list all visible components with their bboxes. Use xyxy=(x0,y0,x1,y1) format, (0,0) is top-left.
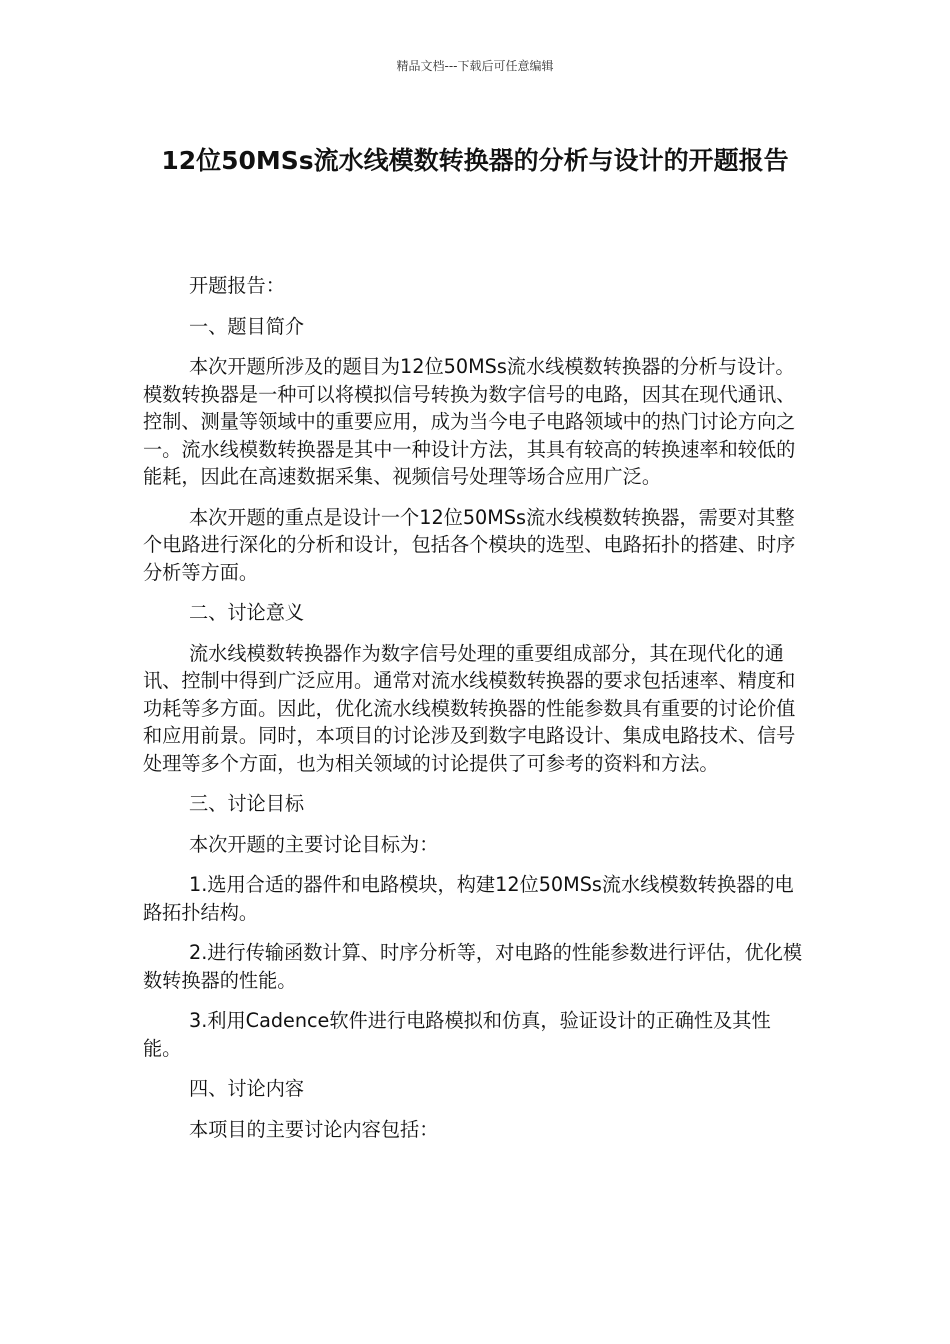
paragraph-significance: 流水线模数转换器作为数字信号处理的重要组成部分，其在现代化的通讯、控制中得到广泛应用。通常对流水线模数转换器的要求包括速率、精度和功耗等多方面。因此，优化流水线模数转换器的性能参数具有重要的讨论价值和应用前景。同时，本项目的讨论涉及到数字电路设计、集成电路技术、信号处理等多个方面，也为相关领域的讨论提供了可参考的资料和方法。 xyxy=(143,641,796,775)
section-heading-introduction: 一、题目简介 xyxy=(189,314,305,338)
paragraph-report-label: 开题报告： xyxy=(189,274,285,297)
paragraph-introduction-2: 本次开题的重点是设计一个12位50MSs流水线模数转换器，需要对其整个电路进行深化的分析和设计，包括各个模块的选型、电路拓扑的搭建、时序分析等方面。 xyxy=(143,505,796,584)
paragraph-objectives-intro: 本次开题的主要讨论目标为： xyxy=(189,832,439,856)
header-note: 精品文档---下载后可任意编辑 xyxy=(396,59,554,73)
objective-item-1: 1.选用合适的器件和电路模块，构建12位50MSs流水线模数转换器的电路拓扑结构。 xyxy=(143,873,794,924)
objective-item-3: 3.利用Cadence软件进行电路模拟和仿真，验证设计的正确性及其性能。 xyxy=(143,1009,771,1060)
document-body xyxy=(143,272,807,1156)
document-title: 12位50MSs流水线模数转换器的分析与设计的开题报告 xyxy=(161,146,789,175)
section-heading-content: 四、讨论内容 xyxy=(189,1077,305,1100)
paragraph-content-intro: 本项目的主要讨论内容包括： xyxy=(189,1117,439,1141)
section-heading-significance: 二、讨论意义 xyxy=(189,601,305,624)
objective-item-2: 2.进行传输函数计算、时序分析等，对电路的性能参数进行评估，优化模数转换器的性能。 xyxy=(143,941,803,992)
section-heading-objectives: 三、讨论目标 xyxy=(189,792,305,815)
paragraph-introduction-1: 本次开题所涉及的题目为12位50MSs流水线模数转换器的分析与设计。模数转换器是一种可以将模拟信号转换为数字信号的电路，因其在现代通讯、控制、测量等领域中的重要应用，成为当今电子电路领域中的热门讨论方向之一。流水线模数转换器是其中一种设计方法，其具有较高的转换速率和较低的能耗，因此在高速数据采集、视频信号处理等场合应用广泛。 xyxy=(143,355,796,488)
